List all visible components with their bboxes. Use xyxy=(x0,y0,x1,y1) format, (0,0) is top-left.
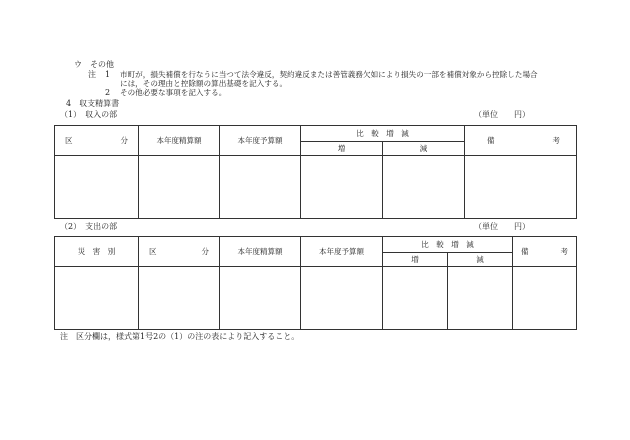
expense-header-disaster: 災 害 別 xyxy=(55,237,139,267)
note-number-1: 1 xyxy=(105,70,111,79)
income-table xyxy=(54,125,577,219)
income-header-kubun: 区 分 xyxy=(55,126,139,156)
income-header-budget: 本年度予算額 xyxy=(220,126,301,156)
income-cell-remarks xyxy=(465,156,577,219)
income-cell-increase xyxy=(301,156,383,219)
expense-cell-remarks xyxy=(513,267,577,330)
note-number-2: 2 xyxy=(105,88,111,97)
income-cell-budget xyxy=(220,156,301,219)
expense-cell-disaster xyxy=(55,267,139,330)
income-section-title: （1） 収入の部 xyxy=(60,110,118,119)
expense-header-comparison: 比 較 増 減 xyxy=(383,237,513,253)
income-header-settlement: 本年度精算額 xyxy=(139,126,220,156)
expense-cell-decrease xyxy=(448,267,513,330)
expense-header-settlement: 本年度精算額 xyxy=(220,237,301,267)
note-2-text: その他必要な事項を記入する。 xyxy=(120,88,227,97)
expense-header-kubun: 区 分 xyxy=(139,237,220,267)
income-header-comparison: 比 較 増 減 xyxy=(301,126,465,142)
note-label: 注 xyxy=(88,70,96,79)
expense-header-decrease: 減 xyxy=(448,253,513,267)
income-header-remarks: 備 考 xyxy=(465,126,577,156)
expense-cell-increase xyxy=(383,267,448,330)
expense-header-increase: 増 xyxy=(383,253,448,267)
income-cell-decrease xyxy=(383,156,465,219)
income-cell-kubun xyxy=(55,156,139,219)
expense-header-budget: 本年度予算額 xyxy=(301,237,383,267)
expense-header-remarks: 備 考 xyxy=(513,237,577,267)
footer-note: 注 区分欄は，様式第1号2の（1）の注の表により記入すること。 xyxy=(60,332,300,341)
expense-cell-settlement xyxy=(220,267,301,330)
note-1-text-cont: には，その理由と控除額の算出基礎を記入する。 xyxy=(120,79,288,88)
section-u-title: ウ その他 xyxy=(74,60,114,69)
income-unit-label: （単位 円） xyxy=(474,110,530,119)
section-4-title: 4 収支精算書 xyxy=(66,99,120,108)
expense-cell-kubun xyxy=(139,267,220,330)
expense-table xyxy=(54,236,577,330)
expense-unit-label: （単位 円） xyxy=(474,222,530,231)
income-header-decrease: 減 xyxy=(383,142,465,156)
expense-cell-budget xyxy=(301,267,383,330)
income-header-increase: 増 xyxy=(301,142,383,156)
note-1-text: 市町が，損失補償を行なうに当つて法令違反，契約違反または善管義務欠如により損失の一部を補償対象から控除した場合 xyxy=(120,70,538,79)
income-cell-settlement xyxy=(139,156,220,219)
expense-section-title: （2） 支出の部 xyxy=(60,222,118,231)
